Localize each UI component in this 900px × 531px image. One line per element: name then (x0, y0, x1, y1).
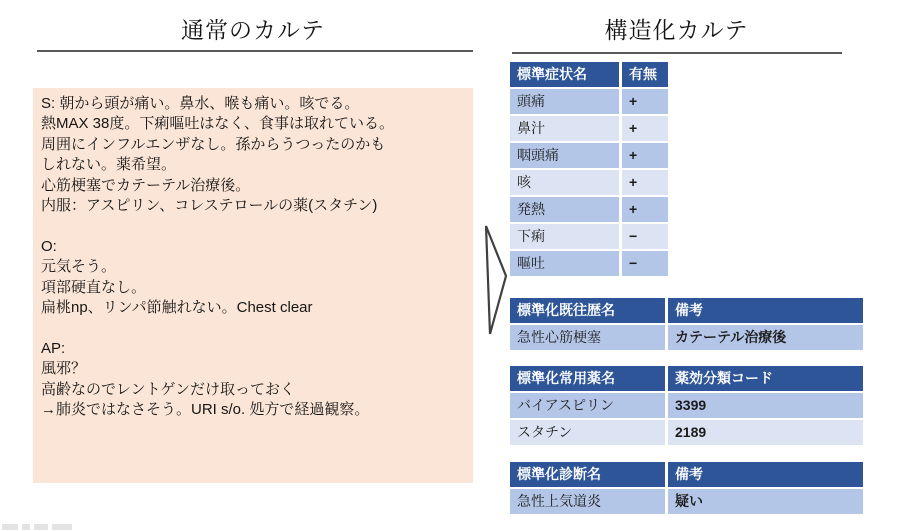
table-cell: + (622, 116, 668, 141)
table-row (510, 420, 863, 445)
note-line: 項部硬直なし。 (41, 278, 147, 296)
column-header: 標準化既往歴名 (510, 298, 668, 323)
column-header: 有無 (622, 62, 668, 87)
table-cell: − (622, 224, 668, 249)
table-row (510, 170, 668, 195)
table-row (510, 251, 668, 276)
transform-arrow-icon (483, 224, 509, 336)
table-row (510, 143, 668, 168)
right-panel-title: 構造化カルテ (604, 17, 749, 43)
table-cell: スタチン (510, 420, 668, 445)
medications-table (510, 364, 863, 447)
note-line: 周囲にインフルエンザなし。孫からうつったのかも (41, 135, 386, 153)
column-header: 標準化診断名 (510, 462, 668, 487)
note-line (41, 318, 465, 338)
symptoms-table (510, 60, 668, 278)
table-cell: 下痢 (510, 224, 622, 249)
table-cell: 疑い (668, 489, 863, 514)
note-line: 熱MAX 38度。下痢嘔吐はなく、食事は取れている。 (41, 115, 395, 133)
free-text-note-box (33, 88, 473, 483)
note-line: 元気そう。 (41, 258, 117, 276)
table-row (510, 89, 668, 114)
table-cell: 急性心筋梗塞 (510, 325, 668, 350)
table-row (510, 197, 668, 222)
history-table (510, 296, 863, 352)
table-cell: バイアスピリン (510, 393, 668, 418)
table-cell: 嘔吐 (510, 251, 622, 276)
table-cell: 発熱 (510, 197, 622, 222)
note-line (41, 216, 465, 236)
note-line: 内服：アスピリン、コレステロールの薬(スタチン) (41, 197, 378, 215)
note-text (41, 94, 465, 420)
cutoff-text-fragment (2, 524, 72, 531)
table-header-row (510, 62, 668, 87)
column-header: 標準症状名 (510, 62, 622, 87)
table-cell: 3399 (668, 393, 863, 418)
note-line: 高齢なのでレントゲンだけ取っておく (41, 380, 296, 398)
table-cell: + (622, 89, 668, 114)
note-line: S: 朝から頭が痛い。鼻水、喉も痛い。咳でる。 (41, 95, 360, 112)
table-cell: 鼻汁 (510, 116, 622, 141)
table-cell: 急性上気道炎 (510, 489, 668, 514)
table-row (510, 325, 863, 350)
table-cell: 咽頭痛 (510, 143, 622, 168)
left-title-underline (37, 50, 473, 52)
table-cell: + (622, 143, 668, 168)
table-cell: 頭痛 (510, 89, 622, 114)
note-line: O: (41, 237, 57, 255)
note-line: →肺炎ではなさそう。URI s/o. 処方で経過観察。 (41, 401, 370, 419)
note-line: しれない。薬希望。 (41, 156, 177, 174)
diagnosis-table (510, 460, 863, 516)
column-header: 標準化常用薬名 (510, 366, 668, 391)
table-header-row (510, 298, 863, 323)
note-line: AP: (41, 339, 66, 357)
table-cell: + (622, 197, 668, 222)
table-cell: 2189 (668, 420, 863, 445)
note-line: 扁桃np、リンパ節触れない。Chest clear (41, 299, 313, 317)
column-header: 薬効分類コード (668, 366, 863, 391)
right-title-underline (512, 52, 842, 54)
table-row (510, 116, 668, 141)
table-row (510, 393, 863, 418)
table-row (510, 224, 668, 249)
table-cell: + (622, 170, 668, 195)
table-cell: カテーテル治療後 (668, 325, 863, 350)
table-cell: − (622, 251, 668, 276)
table-cell: 咳 (510, 170, 622, 195)
note-line: 風邪？ (41, 360, 87, 378)
table-header-row (510, 462, 863, 487)
column-header: 備考 (668, 462, 863, 487)
column-header: 備考 (668, 298, 863, 323)
note-line: 心筋梗塞でカテーテル治療後。 (41, 176, 251, 194)
table-row (510, 489, 863, 514)
left-panel-title: 通常のカルテ (181, 17, 325, 43)
table-header-row (510, 366, 863, 391)
